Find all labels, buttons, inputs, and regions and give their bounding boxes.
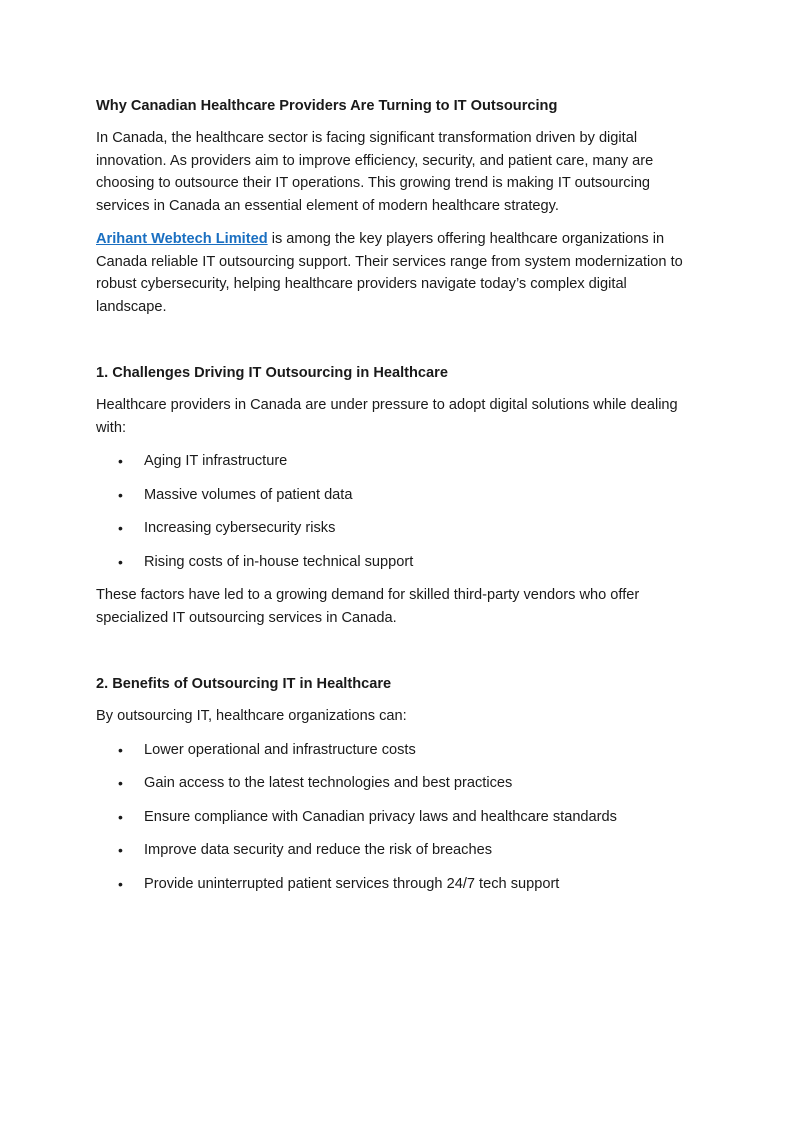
document-body bbox=[96, 95, 696, 906]
benefits-list bbox=[96, 739, 696, 896]
list-item bbox=[96, 772, 696, 795]
bullet-icon: • bbox=[118, 808, 123, 825]
section-spacer bbox=[96, 640, 696, 673]
list-item bbox=[96, 517, 696, 540]
bullet-icon: • bbox=[118, 775, 123, 791]
section1-closing: These factors have led to a growing demand for skilled third-party vendors who offer specialized IT outsourcing services in Canada. bbox=[96, 587, 640, 626]
list-item bbox=[96, 839, 696, 862]
list-item bbox=[96, 551, 696, 574]
list-item bbox=[96, 484, 696, 507]
list-item-text: Increasing cybersecurity risks bbox=[144, 520, 336, 536]
list-item bbox=[96, 739, 696, 762]
company-link[interactable]: Arihant Webtech Limited bbox=[96, 231, 268, 247]
list-item-text: Ensure compliance with Canadian privacy laws and healthcare standards bbox=[144, 808, 617, 825]
bullet-icon: • bbox=[118, 553, 123, 570]
company-paragraph-text: is among the key players offering healthcare organizations in Canada reliable IT outsourcing support. Their services range from system modernization to robust cybersecurity, helping healthcare providers navigate today’s complex digital landscape. bbox=[96, 231, 683, 315]
bullet-icon: • bbox=[118, 453, 123, 469]
section2-heading: 2. Benefits of Outsourcing IT in Healthcare bbox=[96, 676, 392, 692]
section1-heading: 1. Challenges Driving IT Outsourcing in Healthcare bbox=[96, 365, 448, 381]
section-spacer bbox=[96, 329, 696, 362]
list-item-text: Improve data security and reduce the risk of breaches bbox=[144, 842, 492, 858]
list-item-text: Massive volumes of patient data bbox=[144, 486, 353, 503]
list-item bbox=[96, 450, 696, 473]
bullet-icon: • bbox=[118, 842, 123, 858]
list-item-text: Rising costs of in-house technical support bbox=[144, 553, 414, 570]
bullet-icon: • bbox=[118, 486, 123, 503]
intro-paragraph: In Canada, the healthcare sector is facing significant transformation driven by digital innovation. As providers aim to improve efficiency, security, and patient care, many are choosing to outsource their IT operations. This growing trend is making IT outsourcing services in Canada an essential element of modern healthcare strategy. bbox=[96, 130, 654, 214]
list-item bbox=[96, 806, 696, 829]
bullet-icon: • bbox=[118, 875, 123, 892]
bullet-icon: • bbox=[118, 520, 123, 536]
list-item-text: Aging IT infrastructure bbox=[144, 453, 288, 469]
list-item-text: Gain access to the latest technologies and best practices bbox=[144, 775, 513, 791]
list-item-text: Provide uninterrupted patient services through 24/7 tech support bbox=[144, 875, 560, 892]
company-paragraph bbox=[96, 228, 696, 318]
section2-lead: By outsourcing IT, healthcare organizations can: bbox=[96, 708, 407, 724]
bullet-icon: • bbox=[118, 741, 123, 758]
challenges-list bbox=[96, 450, 696, 573]
section1-lead: Healthcare providers in Canada are under pressure to adopt digital solutions while dealing with: bbox=[96, 397, 678, 436]
list-item-text: Lower operational and infrastructure costs bbox=[144, 741, 416, 758]
document-title: Why Canadian Healthcare Providers Are Turning to IT Outsourcing bbox=[96, 98, 558, 114]
list-item bbox=[96, 873, 696, 896]
